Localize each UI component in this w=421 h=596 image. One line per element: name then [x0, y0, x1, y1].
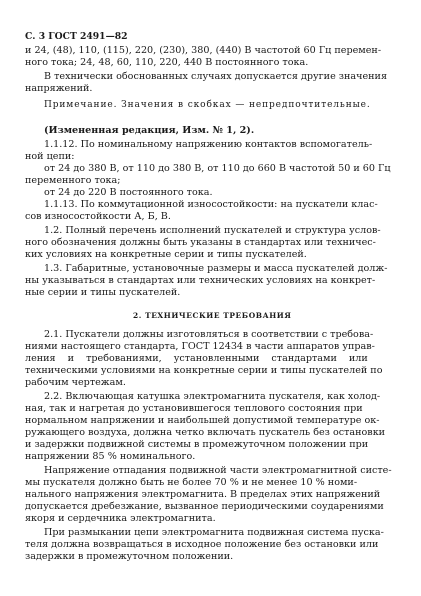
text-line: техническими условиями на конкретные серии и типы пускателей по [25, 365, 383, 376]
text-line: ниями настоящего стандарта, ГОСТ 12434 в части аппаратов управ- [25, 341, 375, 352]
text-line: ружающего воздуха, должна четко включать пускатель без остановки [25, 427, 386, 438]
text-line: нального напряжения электромагнита. В пределах этих напряжений [25, 489, 381, 500]
text-line: и задержки подвижной системы в промежуточном положении при [25, 439, 369, 450]
text-line: 1.2. Полный перечень исполнений пускателей и структура услов- [44, 225, 381, 236]
page-header: С. 3 ГОСТ 2491—82 [25, 31, 128, 42]
text-line: ких условиях на конкретные серии и типы пускателей. [25, 249, 307, 260]
text-line: В технически обоснованных случаях допускается другие значения [44, 71, 387, 82]
text-line: 2.2. Включающая катушка электромагнита пускателя, как холод- [44, 391, 381, 402]
text-line: 2.1. Пускатели должны изготовляться в соответствии с требова- [44, 329, 374, 340]
text-line: ны указываться в стандартах или технических условиях на конкрет- [25, 275, 376, 286]
text-line: якоря и сердечника электромагнита. [25, 513, 216, 524]
amendment-note: (Измененная редакция, Изм. № 1, 2). [44, 125, 255, 136]
text-line: ного обозначения должны быть указаны в стандартах или техничес- [25, 237, 376, 248]
text-line: и 24, (48), 110, (115), 220, (230), 380, (440) В частотой 60 Гц перемен- [25, 45, 382, 56]
text-line: от 24 до 220 В постоянного тока. [44, 187, 213, 198]
text-line: напряжений. [25, 83, 93, 94]
text-line: нормальном напряжении и наибольшей допустимой температуре ок- [25, 415, 380, 426]
text-line: мы пускателя должно быть не более 70 % и не менее 10 % номи- [25, 477, 358, 488]
text-line: переменного тока; [25, 175, 121, 186]
text-line: ной цепи: [25, 151, 75, 162]
text-line: допускается дребезжание, вызванное периодическими соударениями [25, 501, 384, 512]
section-heading: 2. ТЕХНИЧЕСКИЕ ТРЕБОВАНИЯ [133, 311, 292, 320]
text-line: рабочим чертежам. [25, 377, 126, 388]
text-line: от 24 до 380 В, от 110 до 380 В, от 110 до 660 В частотой 50 и 60 Гц [44, 163, 391, 174]
text-line: напряжении 85 % номинального. [25, 451, 196, 462]
text-line: сов износостойкости А, Б, В. [25, 211, 171, 222]
text-line: ного тока; 24, 48, 60, 110, 220, 440 В постоянного тока. [25, 57, 309, 68]
text-line: ные серии и типы пускателей. [25, 287, 181, 298]
text-line: ная, так и нагретая до установившегося теплового состояния при [25, 403, 363, 414]
text-line: 1.1.12. По номинальному напряжению контактов вспомогатель- [44, 139, 373, 150]
text-line: теля должна возвращаться в исходное положение без остановки или [25, 539, 379, 550]
text-line: При размыкании цепи электромагнита подвижная система пуска- [44, 527, 384, 538]
text-line: задержки в промежуточном положении. [25, 551, 234, 562]
text-line: 1.3. Габаритные, установочные размеры и масса пускателей долж- [44, 263, 388, 274]
text-line: Напряжение отпадания подвижной части электромагнитной систе- [44, 465, 392, 476]
note-line: Примечание. Значения в скобках — непредпочтительные. [44, 100, 371, 110]
text-line: ления и требованиями, установленными стандартами или [25, 353, 368, 364]
text-line: 1.1.13. По коммутационной износостойкости: на пускатели клас- [44, 199, 378, 210]
